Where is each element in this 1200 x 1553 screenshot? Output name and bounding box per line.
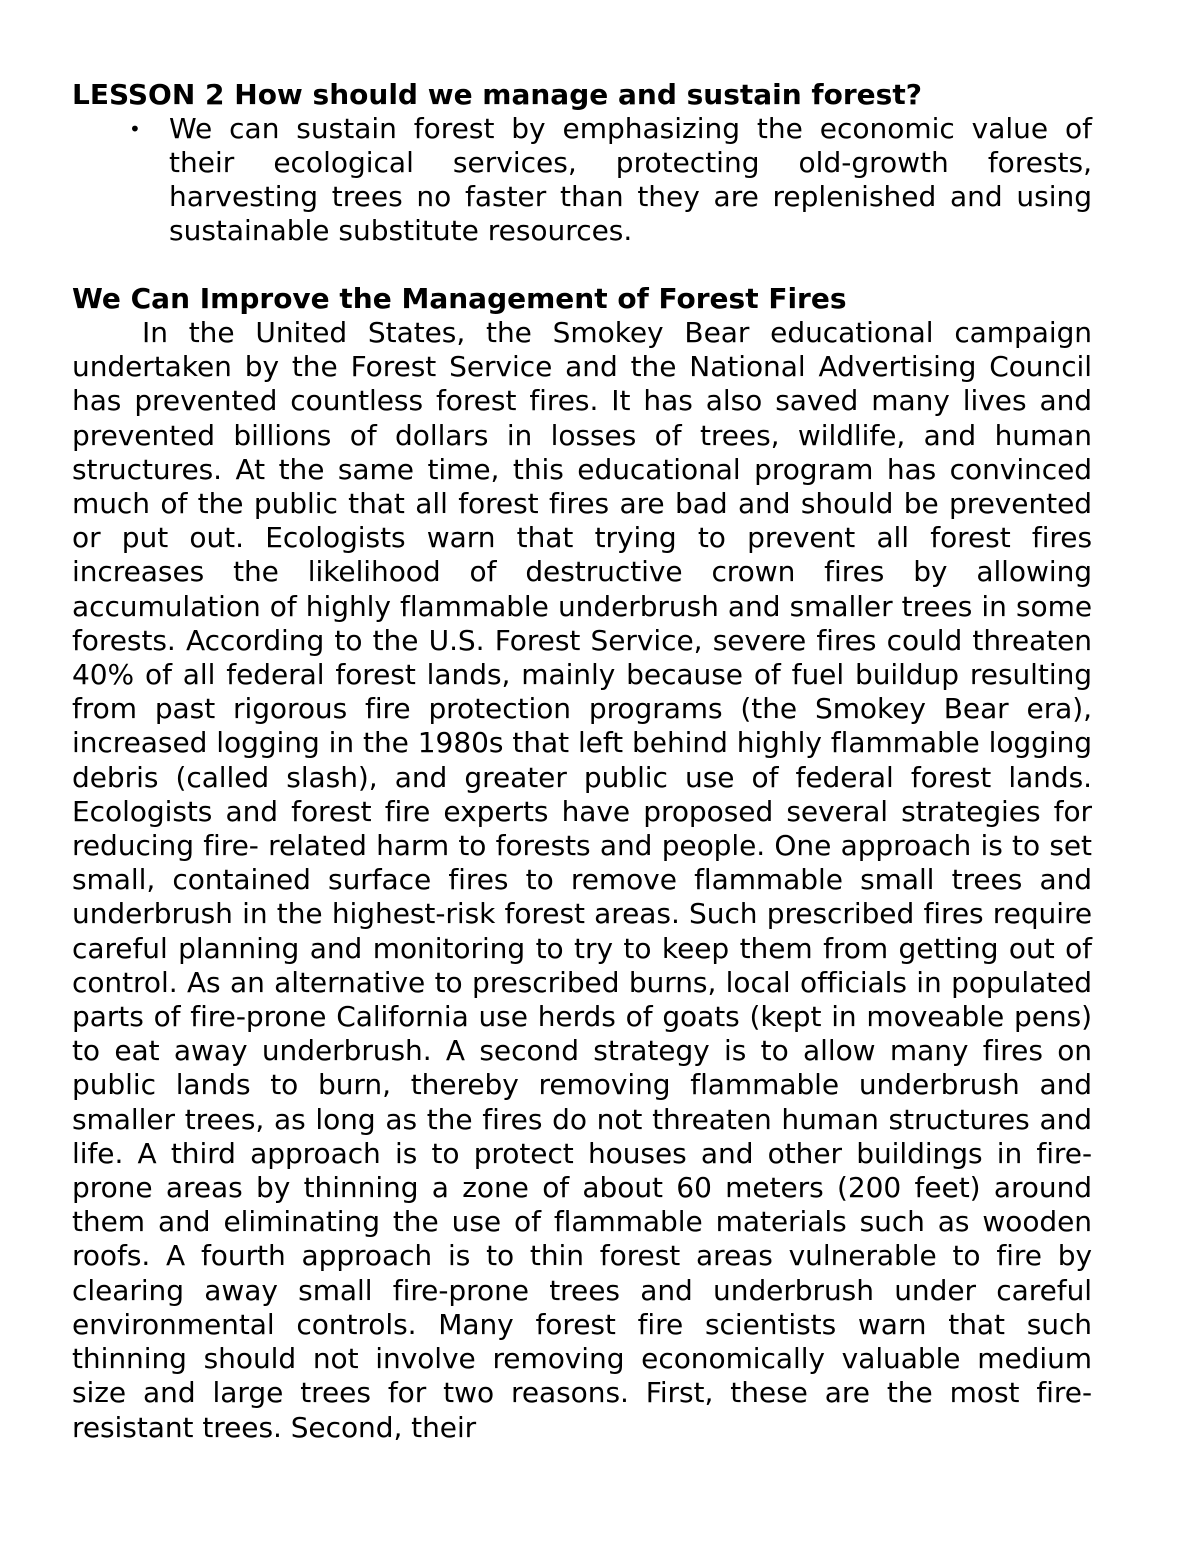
lesson-title: LESSON 2 How should we manage and sustain forest? <box>72 78 922 111</box>
list-item <box>72 112 1092 248</box>
bullet-icon: • <box>129 117 141 141</box>
body-paragraph: In the United States, the Smokey Bear educational campaign undertaken by the Forest Service and the National Advertising Council has prevented countless forest fires. It has also saved many lives and prevented billions of dollars in losses of trees, wildlife, and human structures. At the same time, this educational program has convinced much of the public that all forest fires are bad and should be prevented or put out. Ecologists warn that trying to prevent all forest fires increases the likelihood of destructive crown fires by allowing accumulation of highly flammable underbrush and smaller trees in some forests. According to the U.S. Forest Service, severe fires could threaten 40% of all federal forest lands, mainly because of fuel buildup resulting from past rigorous fire protection programs (the Smokey Bear era), increased logging in the 1980s that left behind highly flammable logging debris (called slash), and greater public use of federal forest lands. Ecologists and forest fire experts have proposed several strategies for reducing fire- related harm to forests and people. One approach is to set small, contained surface fires to remove flammable small trees and underbrush in the highest-risk forest areas. Such prescribed fires require careful planning and monitoring to try to keep them from getting out of control. As an alternative to prescribed burns, local officials in populated parts of fire-prone California use herds of goats (kept in moveable pens) to eat away underbrush. A second strategy is to allow many fires on public lands to burn, thereby removing flammable underbrush and smaller trees, as long as the fires do not threaten human structures and life. A third approach is to protect houses and other buildings in fire-prone areas by thinning a zone of about 60 meters (200 feet) around them and eliminating the use of flammable materials such as wooden roofs. A fourth approach is to thin forest areas vulnerable to fire by clearing away small fire-prone trees and underbrush under careful environmental controls. Many forest fire scientists warn that such thinning should not involve removing economically valuable medium size and large trees for two reasons. First, these are the most fire-resistant trees. Second, their <box>72 316 1092 1444</box>
document-page <box>72 78 1092 1445</box>
section-heading: We Can Improve the Management of Forest Fires <box>72 282 847 315</box>
bullet-list <box>72 112 1092 248</box>
bullet-text: We can sustain forest by emphasizing the economic value of their ecological services, protecting old-growth forests, harvesting trees no faster than they are replenished and using sustainable substitute resources. <box>169 112 1092 247</box>
